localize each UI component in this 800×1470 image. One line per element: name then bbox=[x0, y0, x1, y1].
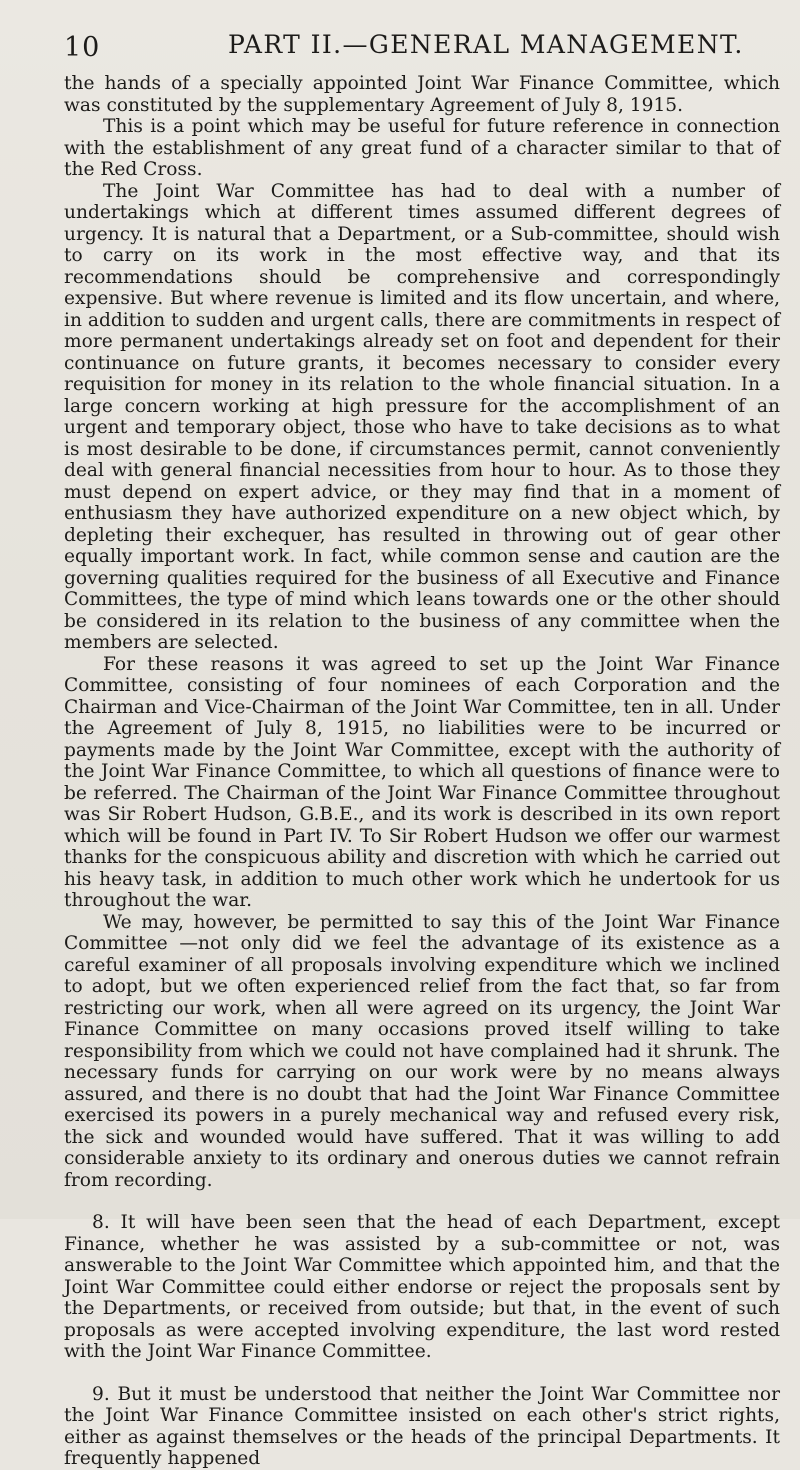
page-number: 10 bbox=[64, 32, 101, 63]
numbered-paragraph-9: 9. But it must be understood that neither the Joint War Committee nor the Joint War Finance Committee insisted on each other's strict rights, either as against themselves or the heads of the principal Departments. It frequently happened bbox=[64, 1383, 780, 1469]
running-head: PART II.—GENERAL MANAGEMENT. bbox=[228, 30, 744, 59]
page-header bbox=[64, 26, 776, 66]
body-text bbox=[64, 73, 780, 1470]
paragraph: This is a point which may be useful for future reference in connection with the establishment of any great fund of a character similar to that of the Red Cross. bbox=[64, 116, 780, 180]
paragraph: The Joint War Committee has had to deal with a number of undertakings which at different times assumed different degrees of urgency. It is natural that a Department, or a Sub-committee, should wish to carry on its work in the most effective way, and that its recommendations should be comprehensive and correspondingly expensive. But where revenue is limited and its flow uncertain, and where, in addition to sudden and urgent calls, there are commitments in respect of more permanent undertakings already set on foot and dependent for their continuance on future grants, it becomes necessary to consider every requisition for money in its relation to the whole financial situation. In a large concern working at high pressure for the accomplishment of an urgent and temporary object, those who have to take decisions as to what is most desirable to be done, if circumstances permit, cannot conveniently deal with general financial necessities from hour to hour. As to those they must depend on expert advice, or they may find that in a moment of enthusiasm they have authorized expenditure on a new object which, by depleting their exchequer, has resulted in throwing out of gear other equally important work. In fact, while common sense and caution are the governing qualities required for the business of all Executive and Finance Committees, the type of mind which leans towards one or the other should be considered in its relation to the business of any committee when the members are selected. bbox=[64, 180, 780, 653]
paragraph-continued: the hands of a specially appointed Joint War Finance Committee, which was constituted by the supplementary Agreement of July 8, 1915. bbox=[64, 73, 780, 116]
numbered-paragraph-8: 8. It will have been seen that the head of each Department, except Finance, whether he was assisted by a sub-committee or not, was answerable to the Joint War Committee which appointed him, and that the Joint War Committee could either endorse or reject the proposals sent by the Departments, or received from outside; but that, in the event of such proposals as were accepted involving expenditure, the last word rested with the Joint War Finance Committee. bbox=[64, 1212, 780, 1362]
paragraph: For these reasons it was agreed to set up the Joint War Finance Committee, consisting of four nominees of each Corporation and the Chairman and Vice-Chairman of the Joint War Committee, ten in all. Under the Agreement of July 8, 1915, no liabilities were to be incurred or payments made by the Joint War Committee, except with the authority of the Joint War Finance Committee, to which all questions of finance were to be referred. The Chairman of the Joint War Finance Committee throughout was Sir Robert Hudson, G.B.E., and its work is described in its own report which will be found in Part IV. To Sir Robert Hudson we offer our warmest thanks for the conspicuous ability and discretion with which he carried out his heavy task, in addition to much other work which he undertook for us throughout the war. bbox=[64, 653, 780, 911]
paragraph: We may, however, be permitted to say this of the Joint War Finance Committee —not only did we feel the advantage of its existence as a careful examiner of all proposals involving expenditure which we inclined to adopt, but we often experienced relief from the fact that, so far from restricting our work, when all were agreed on its urgency, the Joint War Finance Committee on many occasions proved itself willing to take responsibility from which we could not have complained had it shrunk. The necessary funds for carrying on our work were by no means always assured, and there is no doubt that had the Joint War Finance Committee exercised its powers in a purely mechanical way and refused every risk, the sick and wounded would have suffered. That it was willing to add considerable anxiety to its ordinary and onerous duties we cannot refrain from recording. bbox=[64, 911, 780, 1191]
